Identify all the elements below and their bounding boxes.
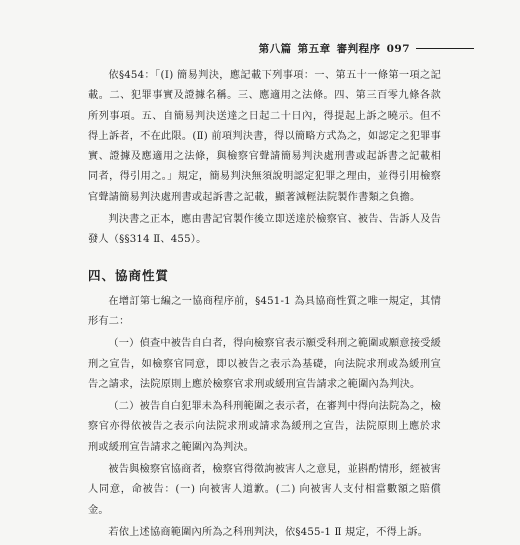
- header-part: 第八篇: [258, 43, 292, 55]
- header-rule: [416, 48, 474, 49]
- page-number: 097: [386, 42, 410, 55]
- paragraph: 判決書之正本，應由書記官製作後立即送達於檢察官、被告、告訴人及告發人（§§314 Ⅱ、455）。: [88, 214, 441, 246]
- section-heading: 四、協商性質: [88, 267, 170, 283]
- running-header: [259, 41, 474, 56]
- paragraph: 若依上述協商範圍內所為之科刑判決，依§455-1 Ⅱ 規定，不得上訴。: [108, 526, 429, 538]
- paragraph: 被告與檢察官協商者，檢察官得徵詢被害人之意見，並斟酌情形，經被害人同意，命被告：(一) 向被害人道歉。(二) 向被害人支付相當數額之賠償金。: [88, 464, 441, 516]
- paragraph: 依§454：「(Ⅰ) 簡易判決，應記載下列事項：一、第五十一條第一項之記載。二、犯罪事實及證據名稱。三、應適用之法條。四、第三百零九條各款所列事項。五、自簡易判決送達之日起二十日內，得提起上訴之曉示。但不得上訴者，不在此限。(Ⅱ) 前項判決書，得以簡略方式為之，如認定之犯罪事實、證據及應適用之法條，與檢察官聲請簡易判決處刑書或起訴書之記載相同者，得引用之。」規定，簡易判決無須說明認定犯罪之理由，並得引用檢察官聲請簡易判決處刑書或起訴書之記載，顯著減輕法院製作書類之負擔。: [88, 70, 441, 203]
- page-content: [88, 66, 441, 545]
- header-chapter: 第五章: [297, 43, 331, 55]
- paragraph: （一）偵查中被告自白者，得向檢察官表示願受科刑之範圍或願意接受緩刑之宣告，如檢察官同意，即以被告之表示為基礎，向法院求刑或為緩刑宣告之請求，法院原則上應於檢察官求刑或緩刑宣告請求之範圍內為判決。: [88, 338, 441, 390]
- paragraph: （二）被告自白犯罪未為科刑範圍之表示者，在審判中得向法院為之，檢察官亦得依被告之表示向法院求刑或請求為緩刑之宣告，法院原則上應於求刑或緩刑宣告請求之範圍內為判決。: [88, 401, 441, 453]
- header-title: 審判程序: [336, 43, 381, 55]
- paragraph: 在增訂第七編之一協商程序前，§451-1 為具協商性質之唯一規定，其情形有二：: [88, 295, 441, 327]
